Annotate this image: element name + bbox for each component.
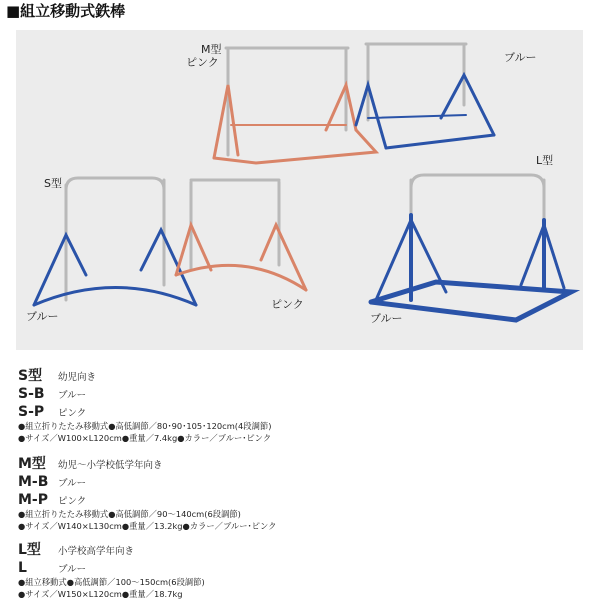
model-code: M-B xyxy=(18,474,49,490)
model-code: S-P xyxy=(18,404,45,420)
s-pink-bar xyxy=(176,180,306,290)
model-color: ピンク xyxy=(58,408,87,419)
spec-type-heading: S型 xyxy=(18,368,43,384)
spec-target: 幼児向き xyxy=(58,372,97,383)
m-blue-bar xyxy=(356,44,494,148)
product-photo xyxy=(16,30,583,350)
spec-target: 小学校高学年向き xyxy=(58,546,135,557)
model-code: M-P xyxy=(18,492,49,508)
spec-type-heading: M型 xyxy=(18,456,46,472)
spec-detail: ●組立折りたたみ移動式●高低調節／80･90･105･120cm(4段調節) xyxy=(18,421,272,431)
spec-detail: ●組立折りたたみ移動式●高低調節／90～140cm(6段調節) xyxy=(18,509,241,519)
label-m-blue: ブルー xyxy=(504,51,537,64)
model-color: ピンク xyxy=(58,496,87,507)
label-m-pink: ピンク xyxy=(186,56,219,69)
spec-detail: ●サイズ／W100×L120cm●重量／7.4kg●カラー／ブルー･ピンク xyxy=(18,433,272,443)
label-l-blue: ブルー xyxy=(370,312,403,325)
l-blue-bar xyxy=(371,175,571,320)
model-color: ブルー xyxy=(58,390,87,401)
label-l-type: L型 xyxy=(536,154,554,167)
spec-detail: ●サイズ／W140×L130cm●重量／13.2kg●カラー／ブルー･ピンク xyxy=(18,521,277,531)
label-m-type: M型 xyxy=(201,43,222,56)
label-s-pink: ピンク xyxy=(271,298,304,311)
spec-s-type xyxy=(18,366,578,444)
s-blue-bar xyxy=(34,178,196,305)
spec-m-type xyxy=(18,454,578,532)
page-title: ■組立移動式鉄棒 xyxy=(6,2,126,20)
model-color: ブルー xyxy=(58,564,87,575)
spec-l-type xyxy=(18,540,578,600)
model-code: S-B xyxy=(18,386,45,402)
spec-detail: ●組立移動式●高低調節／100～150cm(6段調節) xyxy=(18,577,205,587)
model-color: ブルー xyxy=(58,478,87,489)
model-code: L xyxy=(18,560,27,576)
spec-target: 幼児～小学校低学年向き xyxy=(58,460,163,471)
spec-detail: ●サイズ／W150×L120cm●重量／18.7kg xyxy=(18,589,183,599)
label-s-blue: ブルー xyxy=(26,310,59,323)
spec-type-heading: L型 xyxy=(18,542,41,558)
m-pink-bar xyxy=(214,48,376,163)
label-s-type: S型 xyxy=(44,177,62,190)
